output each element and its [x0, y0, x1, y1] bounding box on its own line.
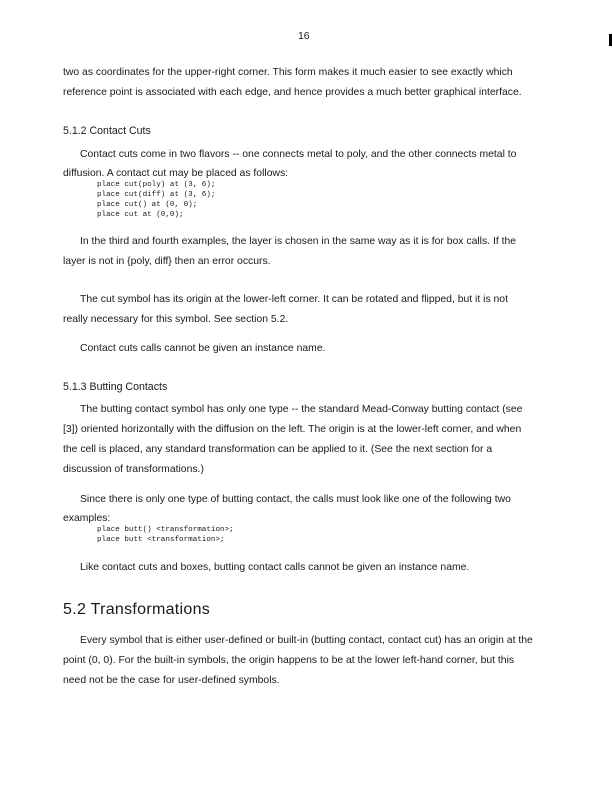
text-line: The butting contact symbol has only one type -- the standard Mead-Conway butting contact (see [80, 404, 523, 415]
text-line: Every symbol that is either user-defined or built-in (butting contact, contact cut) has an origin at the [80, 635, 533, 646]
code-line: place butt <transformation>; [97, 536, 225, 544]
text-line: Contact cuts come in two flavors -- one connects metal to poly, and the other connects metal to [80, 149, 517, 160]
text-line: point (0, 0). For the built-in symbols, the origin happens to be at the lower left-hand corner, but this [63, 655, 515, 666]
text-line: reference point is associated with each edge, and hence provides a much better graphical interface. [63, 87, 522, 98]
page-number: 16 [298, 31, 310, 42]
text-line: diffusion. A contact cut may be placed as follows: [63, 168, 289, 179]
code-line: place cut at (0,0); [97, 211, 184, 219]
section-heading: 5.1.2 Contact Cuts [63, 125, 151, 137]
code-line: place butt() <transformation>; [97, 526, 234, 534]
text-line: Like contact cuts and boxes, butting contact calls cannot be given an instance name. [80, 562, 470, 573]
text-line: Contact cuts calls cannot be given an instance name. [80, 343, 326, 354]
text-line: discussion of transformations.) [63, 464, 204, 475]
text-line: [3]) oriented horizontally with the diffusion on the left. The origin is at the lower-left corner, and when [63, 424, 522, 435]
text-line: layer is not in {poly, diff} then an error occurs. [63, 256, 271, 267]
section-heading: 5.2 Transformations [63, 601, 211, 618]
text-line: In the third and fourth examples, the layer is chosen in the same way as it is for box calls. If the [80, 236, 517, 247]
code-line: place cut(diff) at (3, 6); [97, 191, 216, 199]
text-line: The cut symbol has its origin at the lower-left corner. It can be rotated and flipped, but it is not [80, 294, 508, 305]
text-line: really necessary for this symbol. See section 5.2. [63, 314, 289, 325]
text-line: need not be the case for user-defined symbols. [63, 675, 280, 686]
text-line: Since there is only one type of butting contact, the calls must look like one of the following two [80, 494, 511, 505]
code-line: place cut(poly) at (3, 6); [97, 181, 216, 189]
text-line: the cell is placed, any standard transformation can be applied to it. (See the next section for a [63, 444, 493, 455]
section-heading: 5.1.3 Butting Contacts [63, 381, 168, 393]
text-line: examples: [63, 513, 111, 524]
text-line: two as coordinates for the upper-right corner. This form makes it much easier to see exactly which [63, 67, 513, 78]
code-line: place cut() at (0, 0); [97, 201, 198, 209]
